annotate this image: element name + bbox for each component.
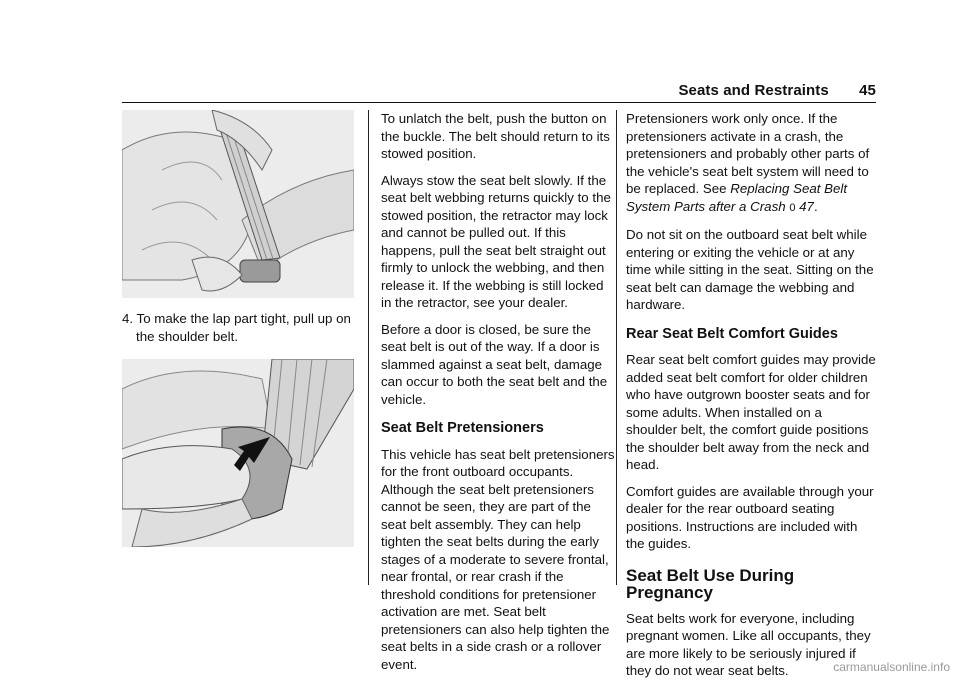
header-rule <box>122 102 876 103</box>
paragraph-work-once-text: Pretensioners work only once. If the pretensioners activate in a crash, the pretensioners and probably other parts of the vehicle's seat belt system will need to be replaced. See <box>626 111 870 196</box>
column-divider-2 <box>616 110 617 585</box>
column-divider-1 <box>368 110 369 585</box>
paragraph-stow: Always stow the seat belt slowly. If the seat belt webbing returns quickly to the stowed position, the retractor may lock and cannot be pulled out. If this happens, pull the seat belt straight out firmly to unlock the webbing, and then release it. If the webbing is still locked in the retractor, see your dealer. <box>381 172 611 310</box>
column-2 <box>381 110 615 682</box>
illustration-buckle <box>122 359 354 547</box>
paragraph-do-not-sit: Do not sit on the outboard seat belt while entering or exiting the vehicle or at any time while sitting in the seat. Sitting on the seat belt can damage the webbing and hardware. <box>626 227 874 312</box>
column-3 <box>626 110 876 689</box>
heading-comfort-guides: Rear Seat Belt Comfort Guides <box>626 325 838 342</box>
crossref-page-number[interactable]: 47 <box>799 198 814 214</box>
paragraph-comfort-guides: Rear seat belt comfort guides may provide added seat belt comfort for older children who have outgrown booster seats and for some adults. When installed on a shoulder belt, the comfort guide positions the shoulder belt away from the neck and head. <box>626 352 876 472</box>
crossref-replacing-parts-link[interactable]: Replacing Seat Belt System Parts after a Crash <box>626 181 848 214</box>
heading-pregnancy: Seat Belt Use During Pregnancy <box>626 565 795 602</box>
paragraph-door: Before a door is closed, be sure the seat belt is out of the way. If a door is slammed against a seat belt, damage can occur to both the seat belt and the vehicle. <box>381 321 608 407</box>
paragraph-unlatch: To unlatch the belt, push the button on the buckle. The belt should return to its stowed position. <box>381 111 610 161</box>
page-ref-icon: 0 <box>789 201 796 214</box>
paragraph-pretensioners: This vehicle has seat belt pretensioners for the front outboard occupants. Although the seat belt pretensioners cannot be seen, they are part of the seat belt assembly. They can help tighten the seat belts during the early stages of a moderate to severe frontal, near frontal, or rear crash if the threshold conditions for pretensioner activation are met. Seat belt pretensioners can also help tighten the seat belts in a side crash or a rollover event. <box>381 446 615 672</box>
paragraph-comfort-availability: Comfort guides are available through your dealer for the rear outboard seating positions. Instructions are included with the guides. <box>626 483 874 551</box>
page-number: 45 <box>859 82 876 99</box>
column-1 <box>122 110 354 547</box>
period: . <box>813 198 818 214</box>
paragraph-pregnancy: Seat belts work for everyone, including pregnant women. Like all occupants, they are more likely to be seriously injured if they do not wear seat belts. <box>626 610 871 678</box>
watermark-footer: carmanualsonline.info <box>833 660 950 674</box>
section-title: Seats and Restraints <box>678 82 829 99</box>
running-header <box>678 82 876 99</box>
step-4-instruction: 4. To make the lap part tight, pull up on the shoulder belt. <box>122 311 351 344</box>
heading-pretensioners: Seat Belt Pretensioners <box>381 420 544 436</box>
paragraph-work-once <box>626 110 876 217</box>
illustration-lap-belt <box>122 110 354 298</box>
